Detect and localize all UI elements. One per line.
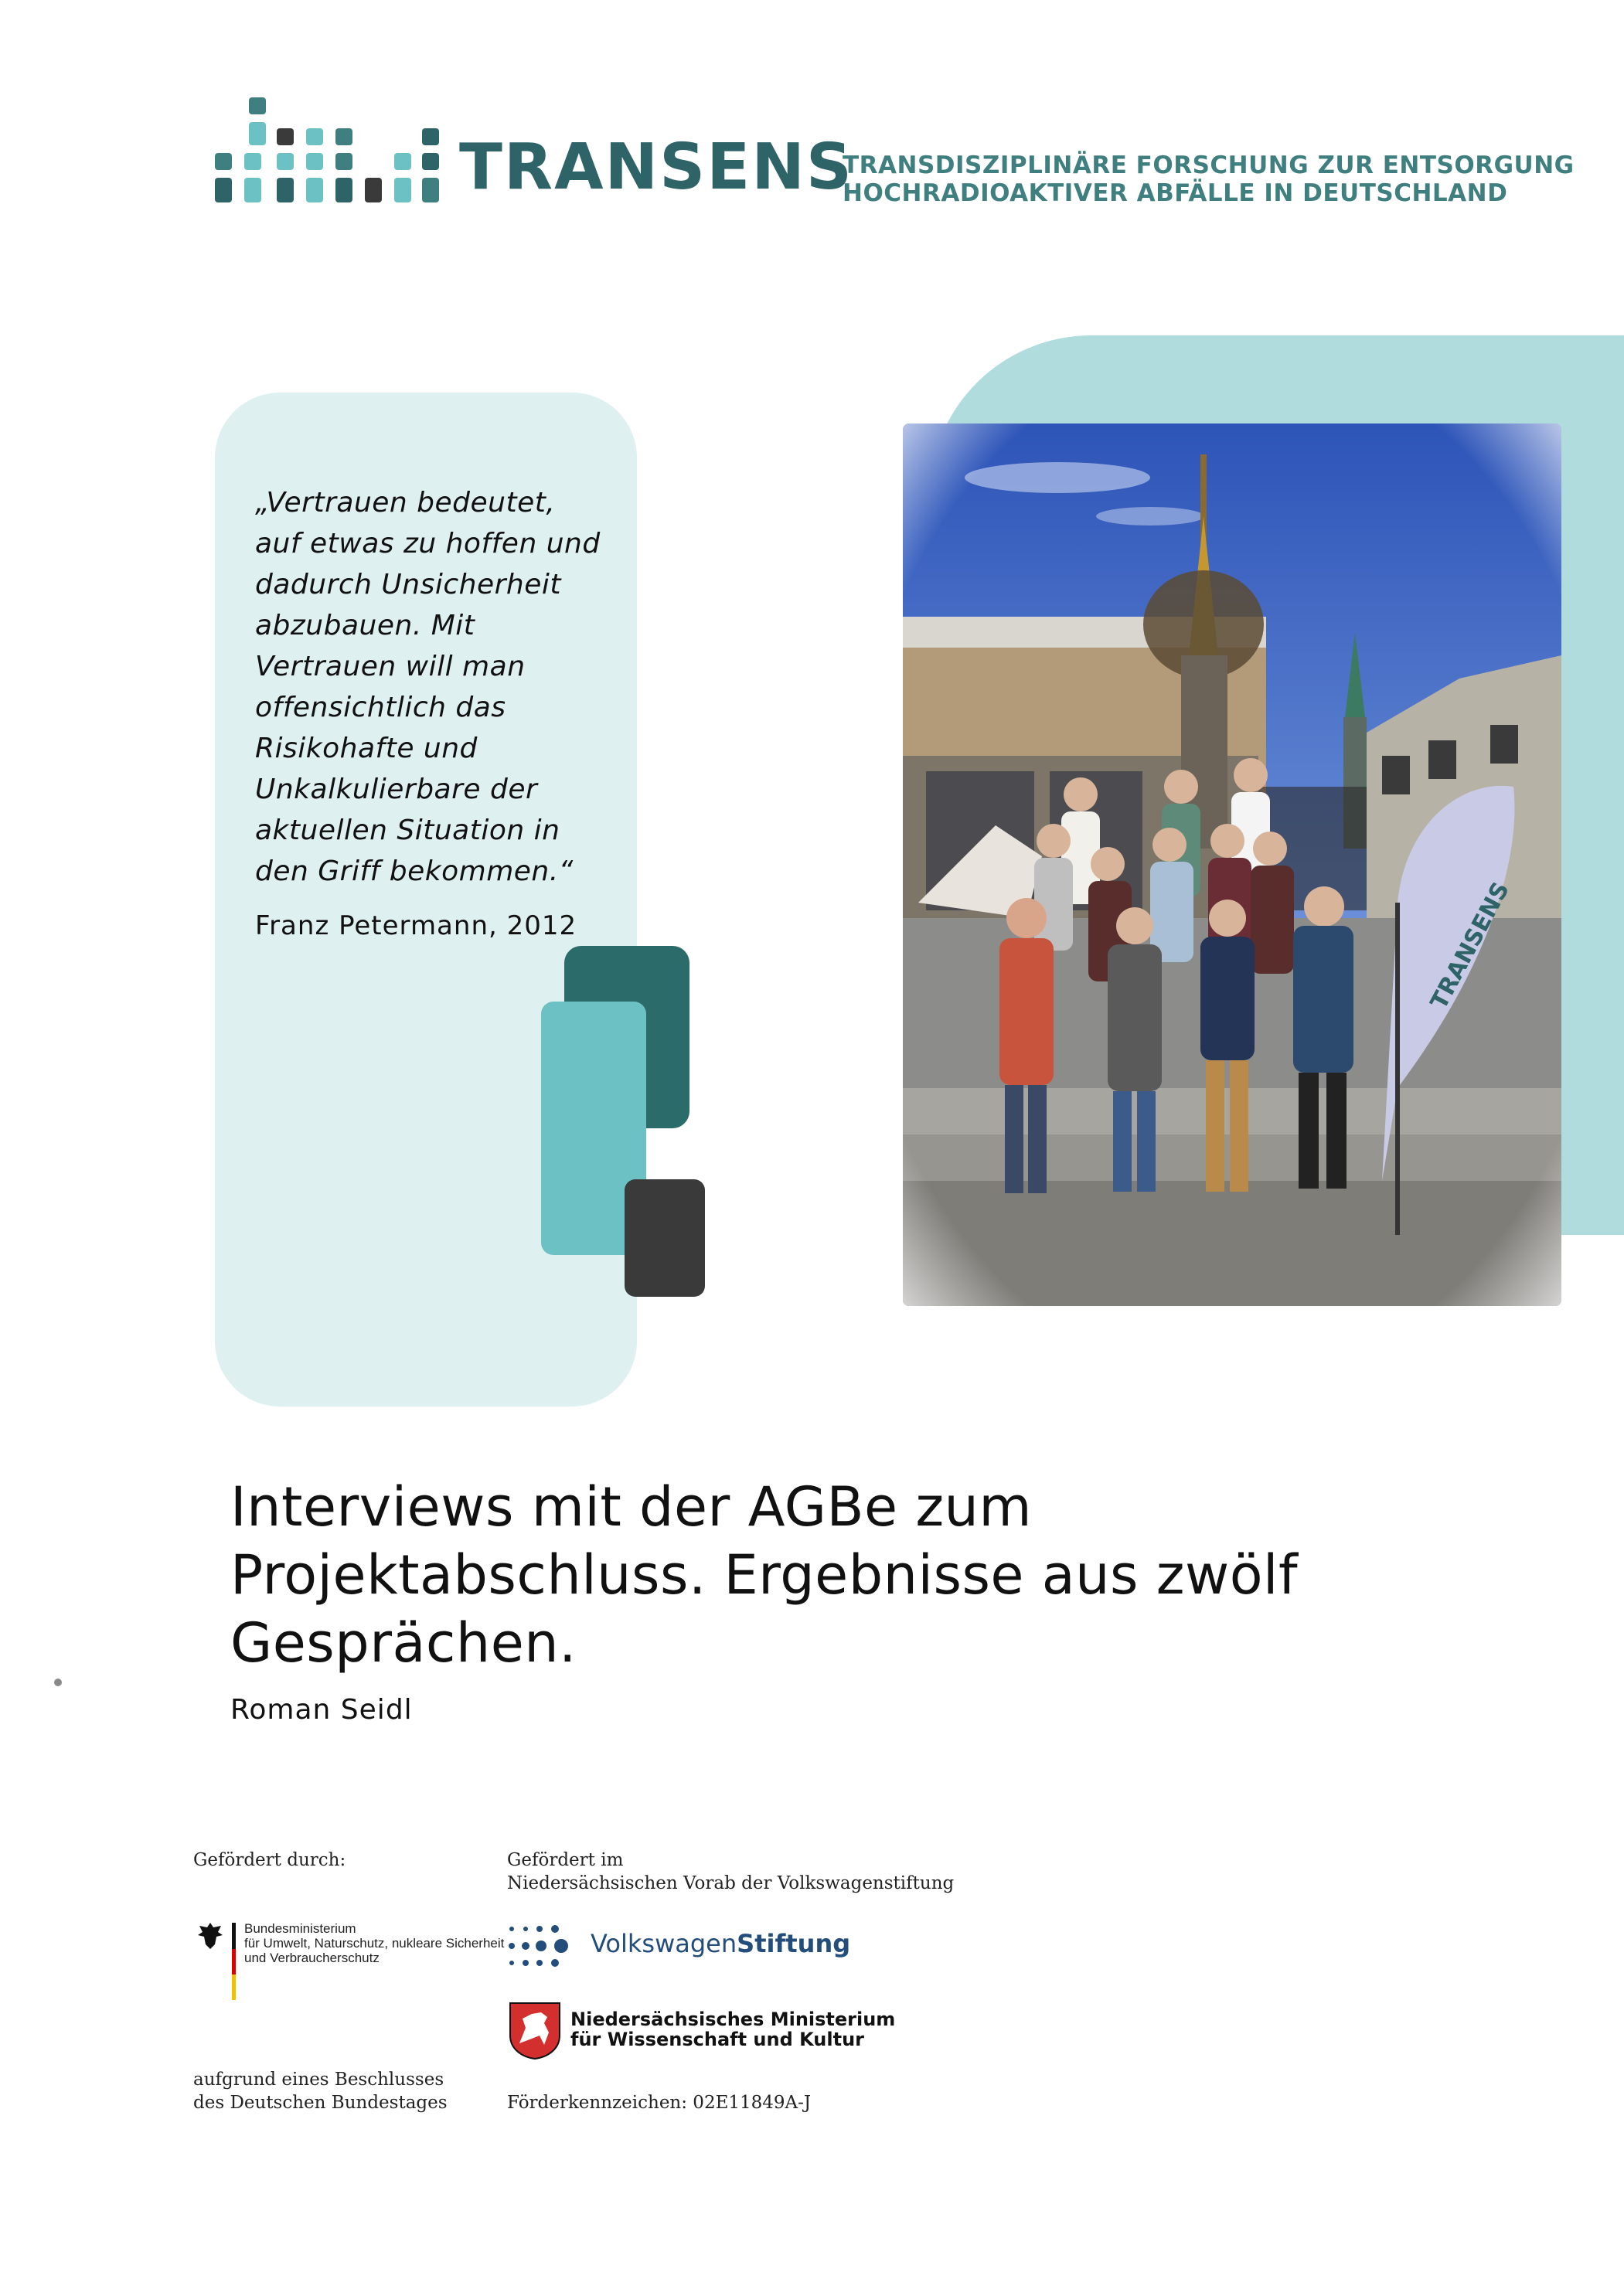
funded-in-heading-line-2: Niedersächsischen Vorab der Volkswagenstiftung bbox=[507, 1873, 955, 1893]
quote-line: aktuellen Situation in bbox=[255, 815, 560, 846]
quote-line: Unkalkulierbare der bbox=[255, 774, 538, 805]
quote-line: den Griff bekommen.“ bbox=[255, 855, 574, 887]
tagline-line-2: HOCHRADIOAKTIVER ABFÄLLE IN DEUTSCHLAND bbox=[843, 179, 1508, 207]
group-photo-illustration bbox=[903, 423, 1561, 1306]
brand-name: TRANSENS bbox=[459, 131, 853, 204]
bullet-dot bbox=[54, 1679, 62, 1686]
vw-part-2: Stiftung bbox=[737, 1929, 851, 1958]
quote-author: Franz Petermann, 2012 bbox=[255, 910, 577, 941]
quote-line: dadurch Unsicherheit bbox=[255, 569, 561, 600]
funded-by-heading: Gefördert durch: bbox=[193, 1850, 346, 1870]
nds-line: für Wissenschaft und Kultur bbox=[570, 2029, 865, 2050]
quote-text bbox=[255, 482, 618, 892]
brand-tagline bbox=[843, 151, 1575, 207]
vw-part-1: Volkswagen bbox=[591, 1929, 737, 1958]
bmu-line: Bundesministerium bbox=[244, 1921, 356, 1936]
title-line: Interviews mit der AGBe zum bbox=[230, 1475, 1033, 1539]
volkswagenstiftung-dots-icon bbox=[507, 1923, 578, 1969]
decor-shape-dark-gray bbox=[625, 1179, 705, 1297]
document-author: Roman Seidl bbox=[230, 1694, 413, 1726]
bundestag-note-line-1: aufgrund eines Beschlusses bbox=[193, 2070, 444, 2090]
niedersachsen-horse-shield-icon bbox=[509, 2002, 561, 2060]
bmu-line: und Verbraucherschutz bbox=[244, 1951, 380, 1965]
volkswagenstiftung-wordmark bbox=[591, 1929, 850, 1958]
quote-line: abzubauen. Mit bbox=[255, 610, 475, 641]
german-flag-stripe bbox=[232, 1923, 236, 2000]
bmu-name bbox=[244, 1921, 504, 1965]
quote-line: „Vertrauen bedeutet, bbox=[255, 487, 556, 519]
niedersachsen-ministry-name bbox=[570, 2009, 895, 2049]
title-line: Projektabschluss. Ergebnisse aus zwölf bbox=[230, 1543, 1299, 1607]
title-line: Gesprächen. bbox=[230, 1611, 577, 1675]
quote-line: offensichtlich das bbox=[255, 692, 506, 723]
tagline-line-1: TRANSDISZIPLINÄRE FORSCHUNG ZUR ENTSORGUNG bbox=[843, 151, 1575, 179]
federal-eagle-icon bbox=[196, 1921, 224, 1951]
transens-bars-icon bbox=[215, 97, 447, 202]
document-title bbox=[230, 1473, 1390, 1677]
bundestag-note-line-2: des Deutschen Bundestages bbox=[193, 2093, 448, 2113]
quote-line: auf etwas zu hoffen und bbox=[255, 528, 601, 560]
funded-in-heading-line-1: Gefördert im bbox=[507, 1850, 624, 1870]
grant-number: Förderkennzeichen: 02E11849A-J bbox=[507, 2093, 812, 2113]
nds-line: Niedersächsisches Ministerium bbox=[570, 2009, 896, 2030]
quote-line: Vertrauen will man bbox=[255, 651, 526, 682]
group-photo bbox=[903, 423, 1561, 1306]
quote-line: Risikohafte und bbox=[255, 733, 478, 764]
bmu-line: für Umwelt, Naturschutz, nukleare Sicherheit bbox=[244, 1936, 505, 1951]
